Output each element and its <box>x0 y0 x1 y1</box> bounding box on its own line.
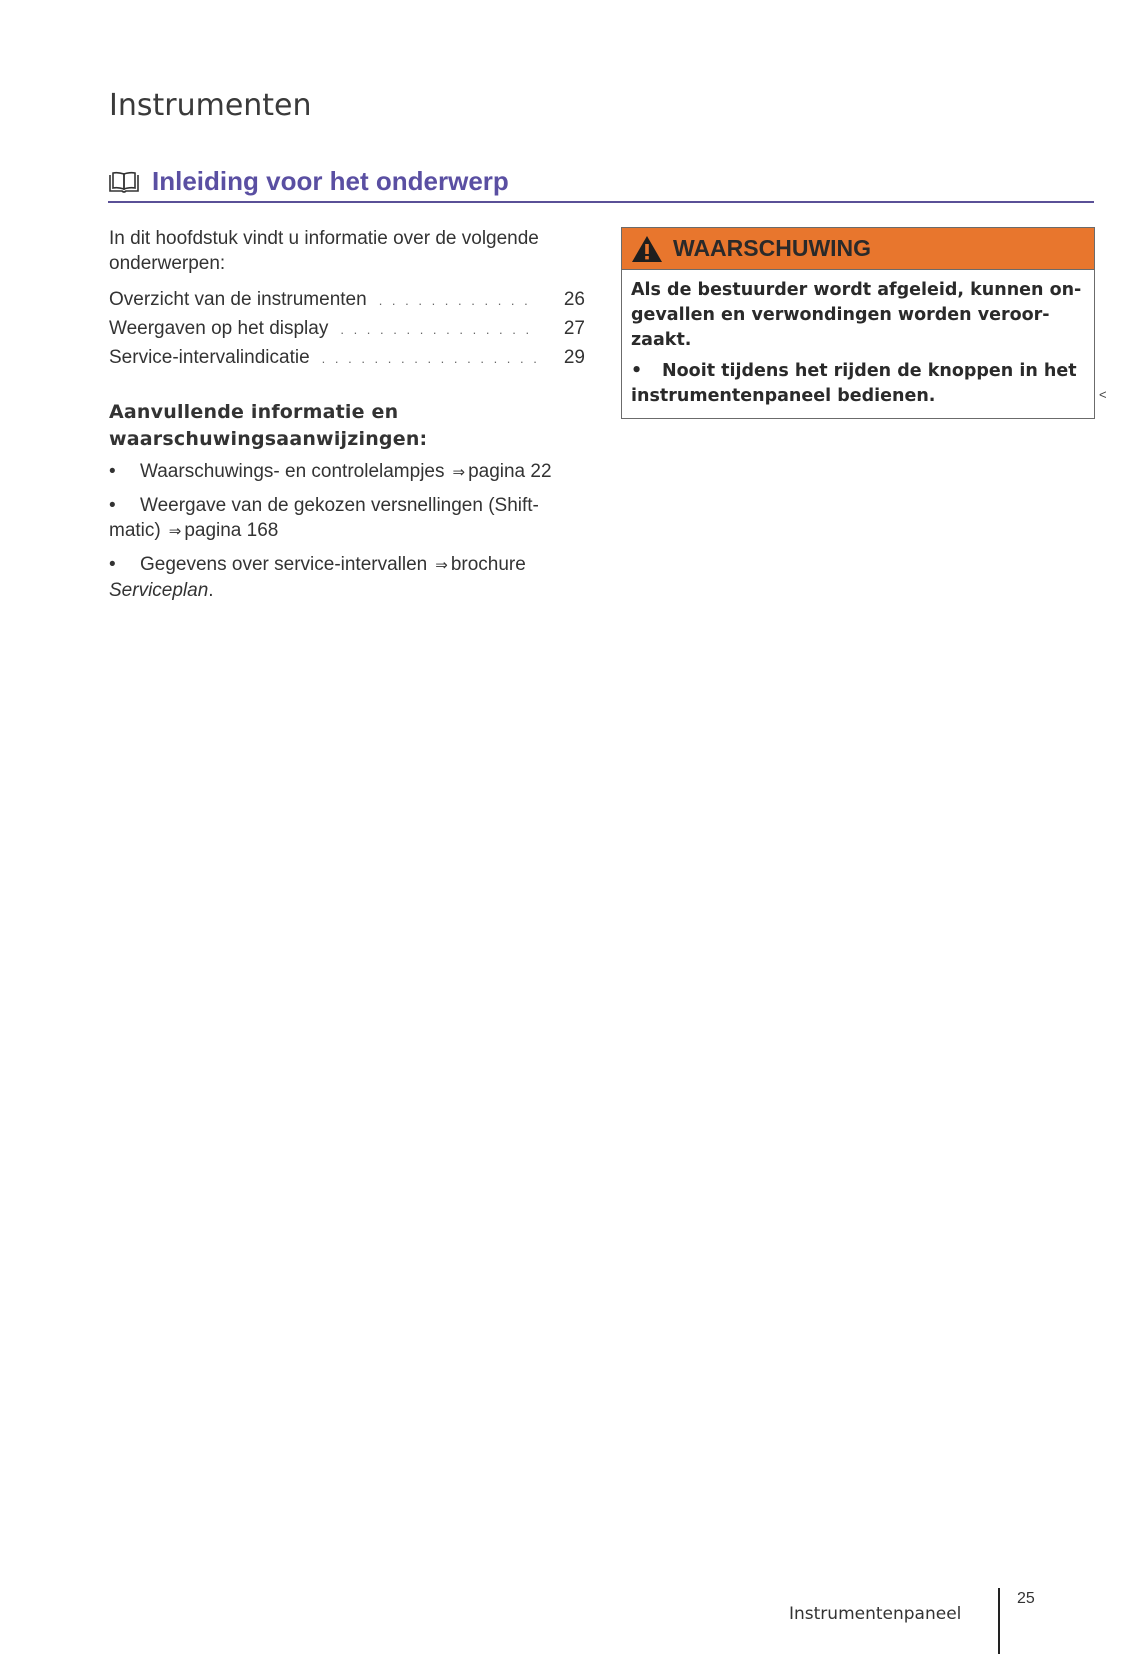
reference-arrow-icon: ⇒ <box>452 464 466 481</box>
toc-item-page: 29 <box>563 347 585 368</box>
chapter-title: Instrumenten <box>109 88 312 123</box>
toc-item[interactable] <box>109 286 585 315</box>
page-number: 25 <box>1017 1590 1035 1607</box>
bullet-icon: • <box>109 495 116 516</box>
toc-item-label: Overzicht van de instrumenten <box>109 289 367 310</box>
bullet-icon: • <box>109 461 116 482</box>
section-header <box>108 166 1094 203</box>
warning-triangle-icon <box>630 234 664 264</box>
list-item: • Gegevens over service-intervallen ⇒ brochure Serviceplan. <box>109 554 526 601</box>
toc-item-label: Weergaven op het display <box>109 318 329 339</box>
warning-title: WAARSCHUWING <box>673 235 872 261</box>
warning-box <box>621 227 1095 419</box>
warning-bullet <box>631 359 1084 409</box>
cross-reference-link[interactable]: pagina 22 <box>468 461 552 482</box>
toc-item-page: 27 <box>563 318 585 339</box>
footer-chapter-label: Instrumentenpaneel <box>789 1604 962 1624</box>
warning-text: Als de bestuurder wordt afgeleid, kunnen on-gevallen en verwondingen worden veroor-zaakt. <box>631 280 1082 350</box>
toc-item[interactable] <box>109 315 585 344</box>
footer-divider <box>998 1588 1000 1654</box>
toc-item-page: 26 <box>563 289 585 310</box>
bullet-icon: • <box>109 554 116 575</box>
left-column <box>109 226 585 611</box>
list-item <box>109 493 585 544</box>
toc-list <box>109 286 585 373</box>
reference-arrow-icon: ⇒ <box>435 557 448 574</box>
cross-reference-link[interactable]: pagina 168 <box>184 520 279 541</box>
additional-info-heading: Aanvullende informatie en waarschuwingsaanwijzingen: <box>109 401 428 450</box>
reference-arrow-icon: ⇒ <box>168 523 182 540</box>
section-end-marker: < <box>1099 387 1107 402</box>
list-item <box>109 459 585 485</box>
toc-item-label: Service-intervalindicatie <box>109 347 310 368</box>
toc-leader-dots <box>322 345 537 373</box>
warning-header <box>622 228 1094 270</box>
list-item-text: Weergave van de gekozen versnellingen (Shift-matic) <box>109 495 539 541</box>
toc-leader-dots <box>379 287 537 315</box>
list-item-text: Waarschuwings- en controlelampjes <box>140 461 445 482</box>
toc-item[interactable] <box>109 344 585 373</box>
cross-reference-link[interactable]: brochure <box>450 554 526 575</box>
brochure-title: Serviceplan <box>109 580 209 601</box>
list-item-text: Gegevens over service-intervallen <box>140 554 428 575</box>
toc-leader-dots <box>340 316 537 344</box>
intro-text: In dit hoofdstuk vindt u informatie over de volgende onderwerpen: <box>109 228 539 274</box>
bullet-icon: • <box>631 361 643 381</box>
warning-bullet-text: Nooit tijdens het rijden de knoppen in het instrumentenpaneel bedienen. <box>631 361 1077 406</box>
warning-body <box>622 270 1094 418</box>
section-title: Inleiding voor het onderwerp <box>152 166 509 196</box>
book-icon <box>108 169 140 195</box>
